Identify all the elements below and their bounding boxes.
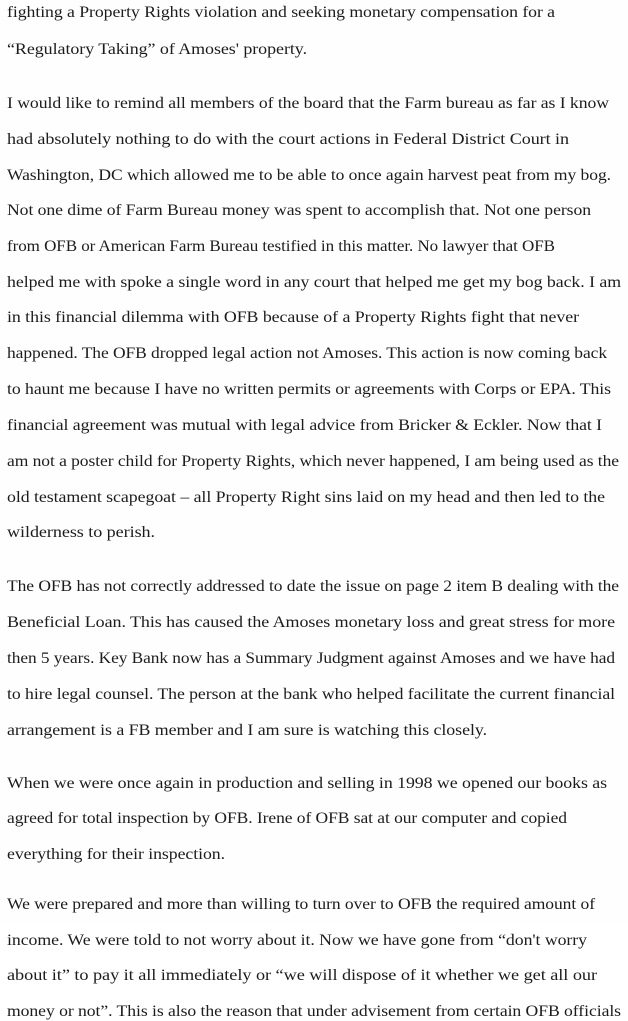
text-line: arrangement is a FB member and I am sure is watching this closely. (7, 722, 487, 739)
text-line: Beneficial Loan. This has caused the Amoses monetary loss and great stress for more (7, 614, 615, 631)
text-line: Not one dime of Farm Bureau money was spent to accomplish that. Not one person (7, 202, 591, 219)
text-line: I would like to remind all members of the board that the Farm bureau as far as I know (7, 95, 609, 112)
text-line: then 5 years. Key Bank now has a Summary Judgment against Amoses and we have had (7, 650, 615, 667)
text-line: We were prepared and more than willing to turn over to OFB the required amount of (7, 896, 595, 913)
text-line: When we were once again in production and selling in 1998 we opened our books as (7, 775, 607, 792)
text-line: had absolutely nothing to do with the court actions in Federal District Court in (7, 131, 569, 148)
text-line: to haunt me because I have no written permits or agreements with Corps or EPA. This (7, 381, 611, 398)
text-line: financial agreement was mutual with legal advice from Bricker & Eckler. Now that I (7, 417, 602, 434)
text-line: income. We were told to not worry about it. Now we have gone from “don't worry (7, 932, 587, 949)
text-line: helped me with spoke a single word in any court that helped me get my bog back. I am (7, 274, 621, 291)
text-line: “Regulatory Taking” of Amoses' property. (7, 41, 307, 58)
text-line: happened. The OFB dropped legal action not Amoses. This action is now coming back (7, 345, 607, 362)
text-line: wilderness to perish. (7, 524, 155, 541)
text-line: to hire legal counsel. The person at the bank who helped facilitate the current financial (7, 686, 615, 703)
text-line: old testament scapegoat – all Property Right sins laid on my head and then led to the (7, 489, 605, 506)
text-line: in this financial dilemma with OFB because of a Property Rights fight that never (7, 309, 579, 326)
text-line: Washington, DC which allowed me to be able to once again harvest peat from my bog. (7, 167, 611, 184)
text-line: from OFB or American Farm Bureau testified in this matter. No lawyer that OFB (7, 238, 555, 255)
text-line: about it” to pay it all immediately or “we will dispose of it whether we get all our (7, 967, 597, 984)
text-line: The OFB has not correctly addressed to date the issue on page 2 item B dealing with the (7, 578, 619, 595)
text-line: everything for their inspection. (7, 846, 225, 863)
text-line: money or not”. This is also the reason that under advisement from certain OFB officials (7, 1003, 621, 1020)
text-line: am not a poster child for Property Rights, which never happened, I am being used as the (7, 453, 619, 470)
text-line: fighting a Property Rights violation and seeking monetary compensation for a (7, 4, 555, 21)
text-line: agreed for total inspection by OFB. Irene of OFB sat at our computer and copied (7, 810, 567, 827)
